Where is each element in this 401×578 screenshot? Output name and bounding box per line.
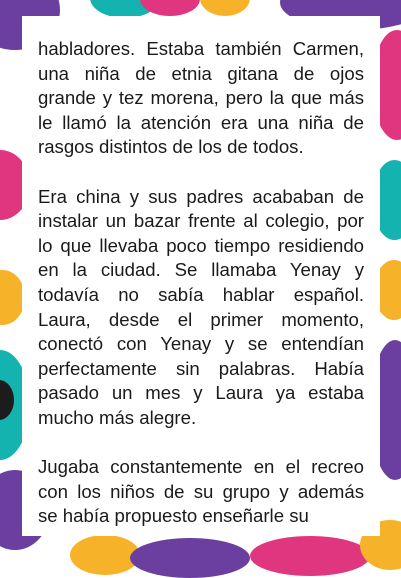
text-line: rasgos distintos de los de todos. — [38, 136, 304, 158]
decor-blob-yellow-top — [200, 0, 250, 16]
text-line: en la ciudad. Se llamaba Yenay y — [38, 259, 364, 281]
paragraph-3 — [38, 455, 364, 529]
text-line: mucho más alegre. — [38, 406, 197, 428]
paragraph-1 — [38, 37, 364, 160]
story-text — [38, 37, 364, 553]
text-line: se había propuesto enseñarle su — [38, 505, 309, 527]
text-line: instalar un bazar frente al colegio, por — [38, 210, 364, 232]
text-line: perfectamente sin palabras. Había — [38, 357, 364, 379]
text-line: pasado un mes y Laura ya estaba — [38, 382, 364, 404]
text-line: Jugaba constantemente en el recreo — [38, 456, 364, 478]
decor-blob-pink-top — [140, 0, 200, 16]
text-line: lo que llevaba poco tiempo residiendo — [38, 234, 364, 256]
text-line: Era china y sus padres acababan de — [38, 185, 364, 207]
text-line: conectó con Yenay y se entendían — [38, 333, 364, 355]
text-line: le llamó la atención era una niña de — [38, 111, 364, 133]
text-line: Laura, desde el primer momento, — [38, 308, 364, 330]
text-line: habladores. Estaba también Carmen, — [38, 38, 364, 59]
text-line: una niña de etnia gitana de ojos — [38, 62, 364, 84]
text-line: con los niños de su grupo y además — [38, 480, 364, 502]
paragraph-2 — [38, 185, 364, 431]
text-line: todavía no sabía hablar español. — [38, 283, 364, 305]
text-line: grande y tez morena, pero la que más — [38, 87, 364, 109]
